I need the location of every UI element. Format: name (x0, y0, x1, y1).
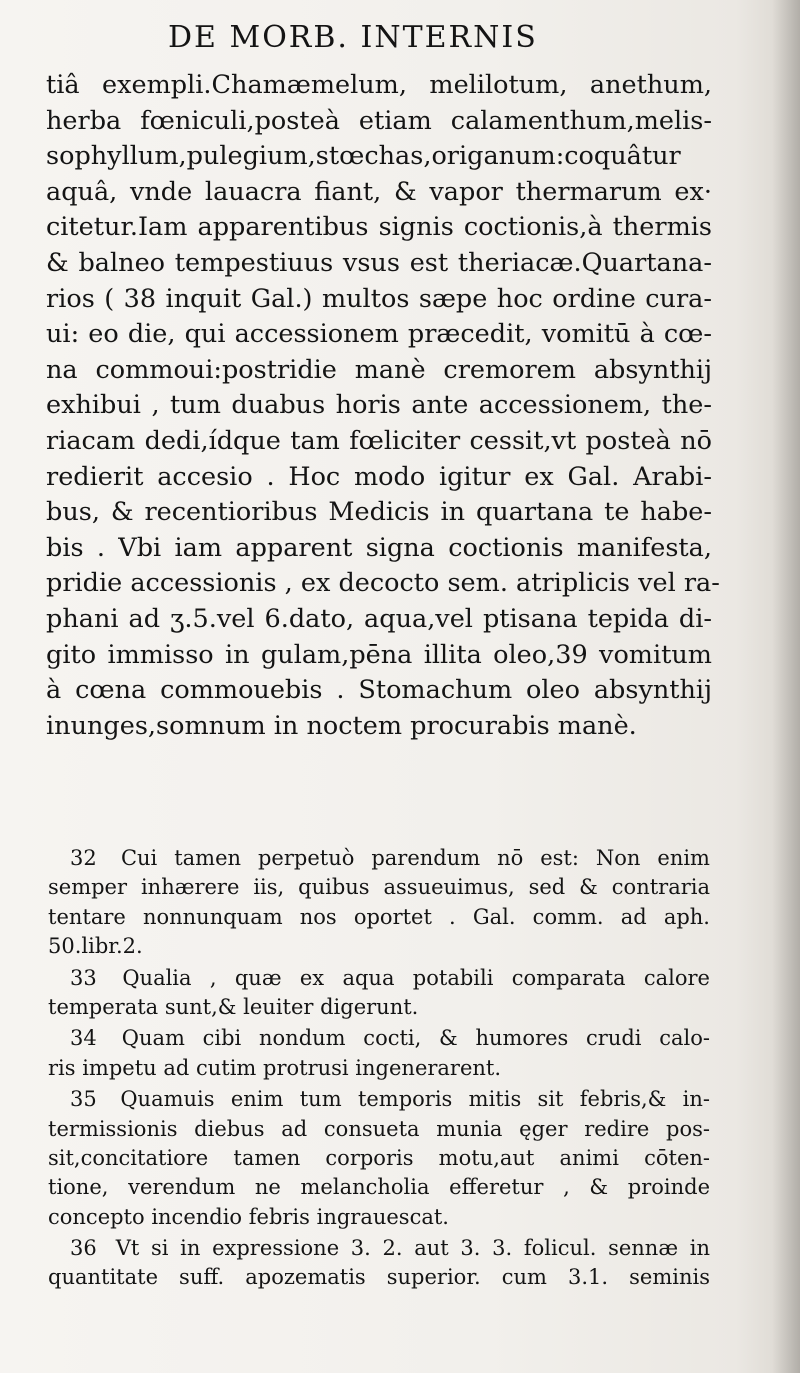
note-line: 50.libr.2. (48, 934, 143, 959)
note-text: Vt si in expressione 3. 2. aut 3. 3. folicul. sennæ in (115, 1236, 710, 1261)
body-line: aquâ, vnde lauacra fiant, & vapor thermarum ex· (46, 176, 712, 207)
note-text: Qualia , quæ ex aqua potabili comparata calore (122, 965, 710, 990)
note-36 (48, 1234, 710, 1293)
body-text (46, 68, 720, 744)
body-line: bis . Vbi iam apparent signa coctionis manifesta, (46, 532, 712, 563)
note-line: termissionis diebus ad consueta munia ęger redire pos- (48, 1116, 710, 1141)
body-line: gito immisso in gulam,pēna illita oleo,39 vomitum (46, 639, 712, 670)
body-line: riacam dedi,ídque tam fœliciter cessit,vt posteà nō (46, 425, 712, 456)
note-line: tentare nonnunquam nos oportet . Gal. comm. ad aph. (48, 904, 710, 929)
body-line: inunges,somnum in noctem procurabis manè. (46, 710, 637, 741)
note-line (48, 844, 710, 873)
body-line: rios ( 38 inquit Gal.) multos sæpe hoc ordine cura- (46, 283, 712, 314)
body-line: & balneo tempestiuus vsus est theriacæ.Quartana- (46, 247, 712, 278)
note-line: tione, verendum ne melancholia efferetur , & proinde (48, 1175, 710, 1200)
note-number: 33 (70, 965, 97, 990)
note-line (48, 1234, 710, 1263)
body-line: na commoui:postridie manè cremorem absynthij (46, 354, 712, 385)
page-edge-shadow (772, 0, 800, 1373)
note-line: concepto incendio febris ingrauescat. (48, 1204, 449, 1229)
note-line: temperata sunt,& leuiter digerunt. (48, 994, 419, 1019)
body-line: bus, & recentioribus Medicis in quartana te habe- (46, 497, 712, 528)
note-text: Cui tamen perpetuò parendum nō est: Non enim (120, 846, 710, 870)
body-line: ui: eo die, qui accessionem præcedit, vomitū à cœ- (46, 319, 712, 350)
note-number: 36 (70, 1236, 97, 1261)
body-line: redierit accesio . Hoc modo igitur ex Gal. Arabi- (46, 461, 712, 492)
body-line: phani ad ʒ.5.vel 6.dato, aqua,vel ptisana tepida di- (46, 603, 712, 634)
note-number: 32 (70, 846, 97, 870)
body-line: à cœna commouebis . Stomachum oleo absynthij (46, 675, 712, 706)
running-head: DE MORB. INTERNIS (168, 20, 538, 55)
note-line: semper inhærere iis, quibus assueuimus, sed & contraria (48, 875, 710, 900)
note-line (48, 964, 710, 993)
body-line: tiâ exempli.Chamæmelum, melilotum, anethum, (46, 70, 712, 100)
note-line: ris impetu ad cutim protrusi ingenerarent. (48, 1055, 502, 1080)
note-text: Quamuis enim tum temporis mitis sit febris,& in- (120, 1087, 710, 1112)
note-line: quantitate suff. apozematis superior. cum 3.1. seminis (48, 1265, 710, 1290)
body-line: herba fœniculi,posteà etiam calamenthum,melis- (46, 105, 712, 136)
note-32 (48, 844, 710, 962)
note-line (48, 1024, 710, 1053)
body-line: exhibui , tum duabus horis ante accessionem, the- (46, 390, 712, 421)
body-line: sophyllum,pulegium,stœchas,origanum:coquâtur (46, 141, 681, 172)
note-number: 34 (70, 1026, 97, 1051)
note-35 (48, 1085, 710, 1232)
note-line (48, 1085, 710, 1114)
note-34 (48, 1024, 710, 1083)
note-line: sit,concitatiore tamen corporis motu,aut animi cōten- (48, 1145, 710, 1170)
note-33 (48, 964, 710, 1023)
marginal-notes (48, 844, 710, 1295)
body-line: pridie accessionis , ex decocto sem. atriplicis vel ra- (46, 568, 720, 599)
note-number: 35 (70, 1087, 97, 1112)
body-line: citetur.Iam apparentibus signis coctionis,à thermis (46, 212, 712, 243)
note-text: Quam cibi nondum cocti, & humores crudi calo- (121, 1026, 710, 1051)
